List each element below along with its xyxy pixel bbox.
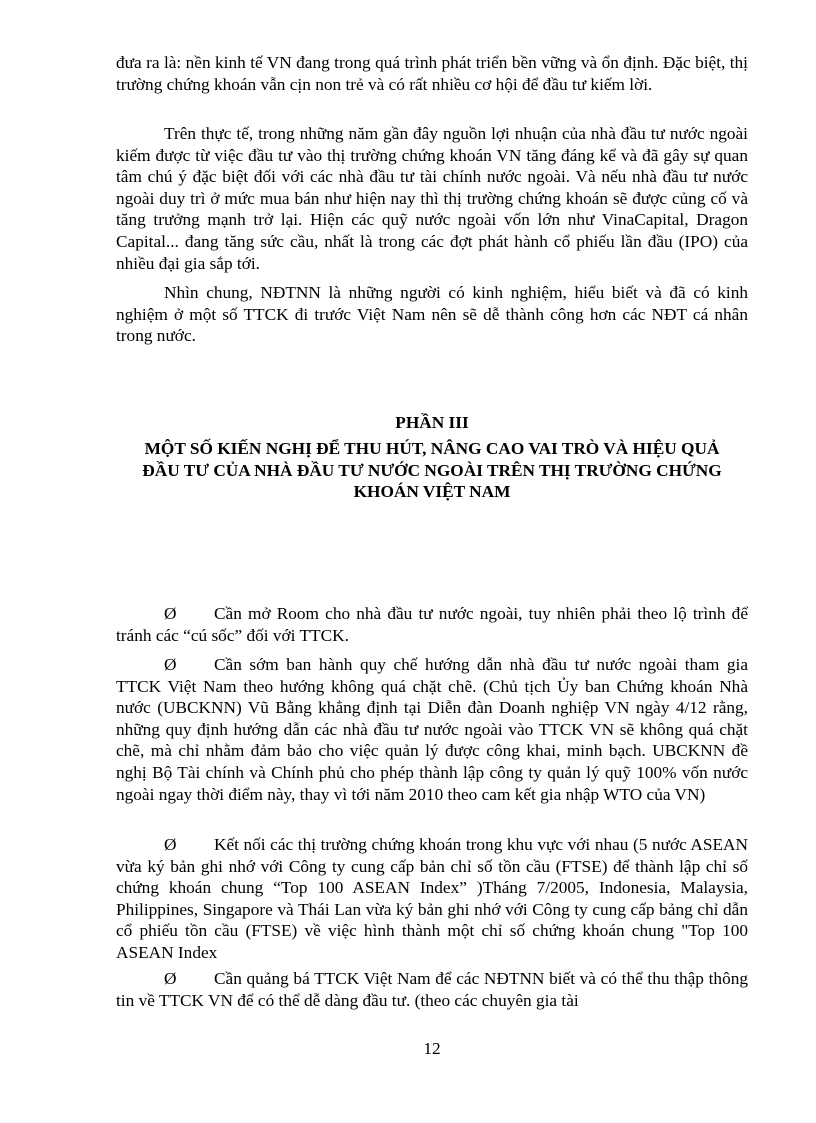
bullet-arrow-icon: Ø	[164, 835, 177, 854]
recommendation-text: Cần mở Room cho nhà đầu tư nước ngoài, tuy nhiên phải theo lộ trình để tránh các “cú sốc” đối với TTCK.	[116, 604, 748, 645]
bullet-arrow-icon: Ø	[164, 655, 177, 674]
recommendation-item	[116, 603, 748, 646]
recommendation-item	[116, 834, 748, 964]
recommendation-item	[116, 654, 748, 805]
bullet-arrow-icon: Ø	[164, 969, 177, 988]
paragraph-foreign-investor-profits: Trên thực tế, trong những năm gần đây nguồn lợi nhuận của nhà đầu tư nước ngoài kiếm được từ việc đầu tư vào thị trường chứng khoán VN tăng đáng kể và đã gây sự quan tâm chú ý đặc biệt đối với các nhà đầu tư tài chính nước ngoài. Và nếu nhà đầu tư nước ngoài duy trì ở mức mua bán như hiện nay thì thị trường chứng khoán sẽ được củng cố và tăng trưởng mạnh trở lại. Hiện các quỹ nước ngoài vốn lớn như VinaCapital, Dragon Capital... đang tăng sức cầu, nhất là trong các đợt phát hành cổ phiếu lần đầu (IPO) của nhiều đại gia sắp tới.	[116, 124, 748, 273]
section-title: MỘT SỐ KIẾN NGHỊ ĐỂ THU HÚT, NÂNG CAO VAI TRÒ VÀ HIỆU QUẢ ĐẦU TƯ CỦA NHÀ ĐẦU TƯ NƯỚC NGOÀI TRÊN THỊ TRƯỜNG CHỨNG KHOÁN VIỆT NAM	[142, 439, 722, 502]
recommendation-text: Kết nối các thị trường chứng khoán trong khu vực với nhau (5 nước ASEAN vừa ký bản ghi nhớ với Công ty cung cấp bản chỉ số tồn cầu (FTSE) để thành lập chỉ số chứng khoán chung “Top 100 ASEAN Index” )Tháng 7/2005, Indonesia, Malaysia, Philippines, Singapore và Thái Lan vừa ký bản ghi nhớ với Công ty cung cấp bảng chỉ dẫn cổ phiếu tồn cầu (FTSE) về việc hình thành một chỉ số chứng khoán chung "Top 100 ASEAN Index	[116, 835, 748, 962]
recommendation-text: Cần sớm ban hành quy chế hướng dẫn nhà đầu tư nước ngoài tham gia TTCK Việt Nam theo hướng không quá chặt chẽ. (Chủ tịch Ủy ban Chứng khoán Nhà nước (UBCKNN) Vũ Bằng khẳng định tại Diễn đàn Doanh nghiệp VN ngày 4/12 rằng, những quy định hướng dẫn các nhà đầu tư nước ngoài vào TTCK VN sẽ không quá chặt chẽ, mà chỉ nhằm đảm bảo cho việc quản lý được công khai, minh bạch. UBCKNN đề nghị Bộ Tài chính và Chính phủ cho phép thành lập công ty quản lý quỹ 100% vốn nước ngoài ngay thời điểm này, thay vì tới năm 2010 theo cam kết gia nhập WTO của VN)	[116, 655, 748, 804]
bullet-arrow-icon: Ø	[164, 604, 177, 623]
paragraph-intro-continuation: đưa ra là: nền kinh tế VN đang trong quá trình phát triển bền vững và ổn định. Đặc biệt, thị trường chứng khoán vẫn cịn non trẻ và có rất nhiều cơ hội để đầu tư kiếm lời.	[116, 53, 748, 94]
recommendation-text: Cần quảng bá TTCK Việt Nam để các NĐTNN biết và có thể thu thập thông tin về TTCK VN để có thể dễ dàng đầu tư. (theo các chuyên gia tài	[116, 969, 748, 1010]
section-label: PHẦN III	[395, 413, 469, 432]
recommendation-item	[116, 968, 748, 1011]
page-number: 12	[423, 1039, 441, 1058]
paragraph-summary: Nhìn chung, NĐTNN là những người có kinh nghiệm, hiểu biết và đã có kinh nghiệm ở một số TTCK đi trước Việt Nam nên sẽ dễ thành công hơn các NĐT cá nhân trong nước.	[116, 283, 748, 346]
